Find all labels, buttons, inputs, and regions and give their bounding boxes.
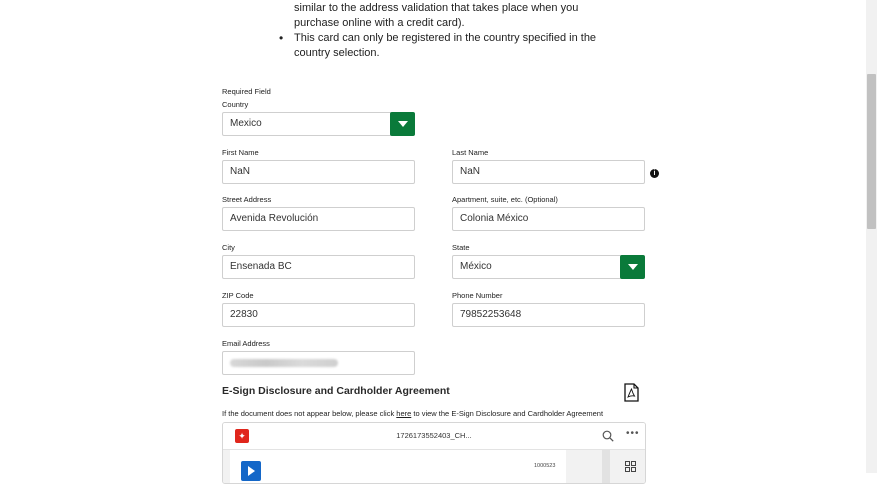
state-label: State xyxy=(452,243,470,252)
pdf-viewer-toolbar xyxy=(223,423,645,450)
state-select[interactable]: México xyxy=(452,255,623,279)
page-scrollbar[interactable] xyxy=(866,0,877,473)
email-field[interactable] xyxy=(222,351,415,375)
last-name-label: Last Name xyxy=(452,148,489,157)
esign-here-link[interactable]: here xyxy=(396,409,412,418)
street-address-label: Street Address xyxy=(222,195,272,204)
first-name-field[interactable]: NaN xyxy=(222,160,415,184)
apartment-field[interactable]: Colonia México xyxy=(452,207,645,231)
zip-code-label: ZIP Code xyxy=(222,291,254,300)
country-label: Country xyxy=(222,100,249,109)
grid-icon[interactable] xyxy=(625,461,636,472)
email-label: Email Address xyxy=(222,339,270,348)
pdf-page xyxy=(230,450,566,484)
apartment-label: Apartment, suite, etc. (Optional) xyxy=(452,195,558,204)
street-address-field[interactable]: Avenida Revolución xyxy=(222,207,415,231)
pdf-viewer[interactable] xyxy=(222,422,646,484)
esign-heading: E-Sign Disclosure and Cardholder Agreement xyxy=(222,385,450,397)
required-field-note: Required Field xyxy=(222,87,271,96)
acrobat-icon: ✦ xyxy=(235,429,249,443)
page-scrollbar-thumb[interactable] xyxy=(867,74,876,229)
country-dropdown-button[interactable] xyxy=(390,112,415,136)
email-redacted xyxy=(230,359,338,367)
chevron-down-icon xyxy=(398,121,408,127)
more-icon[interactable]: ••• xyxy=(626,428,640,439)
search-icon[interactable] xyxy=(602,430,614,442)
last-name-field[interactable]: NaN xyxy=(452,160,645,184)
state-dropdown-button[interactable] xyxy=(620,255,645,279)
pdf-viewer-body xyxy=(223,450,645,484)
pdf-file-name: 1726173552403_CH... xyxy=(396,431,472,440)
pdf-icon[interactable] xyxy=(624,383,639,402)
chevron-down-icon xyxy=(628,264,638,270)
note-address-validation: • similar to the address validation that takes place when you purchase online with a credit card). xyxy=(277,0,607,31)
zip-code-field[interactable]: 22830 xyxy=(222,303,415,327)
pdf-viewer-scrollbar[interactable] xyxy=(602,450,610,484)
esign-instructions: If the document does not appear below, please click here to view the E-Sign Disclosure and Cardholder Agreement xyxy=(222,409,604,418)
phone-number-field[interactable]: 79852253648 xyxy=(452,303,645,327)
city-field[interactable]: Ensenada BC xyxy=(222,255,415,279)
info-icon[interactable]: i xyxy=(650,169,659,178)
play-icon[interactable] xyxy=(241,461,261,481)
phone-number-label: Phone Number xyxy=(452,291,503,300)
pdf-page-number: 1000523 xyxy=(534,463,556,469)
country-select[interactable]: Mexico xyxy=(222,112,392,136)
validation-notes xyxy=(277,0,607,61)
city-label: City xyxy=(222,243,235,252)
note-country-restriction: • This card can only be registered in the country specified in the country selection. xyxy=(277,31,607,61)
first-name-label: First Name xyxy=(222,148,259,157)
